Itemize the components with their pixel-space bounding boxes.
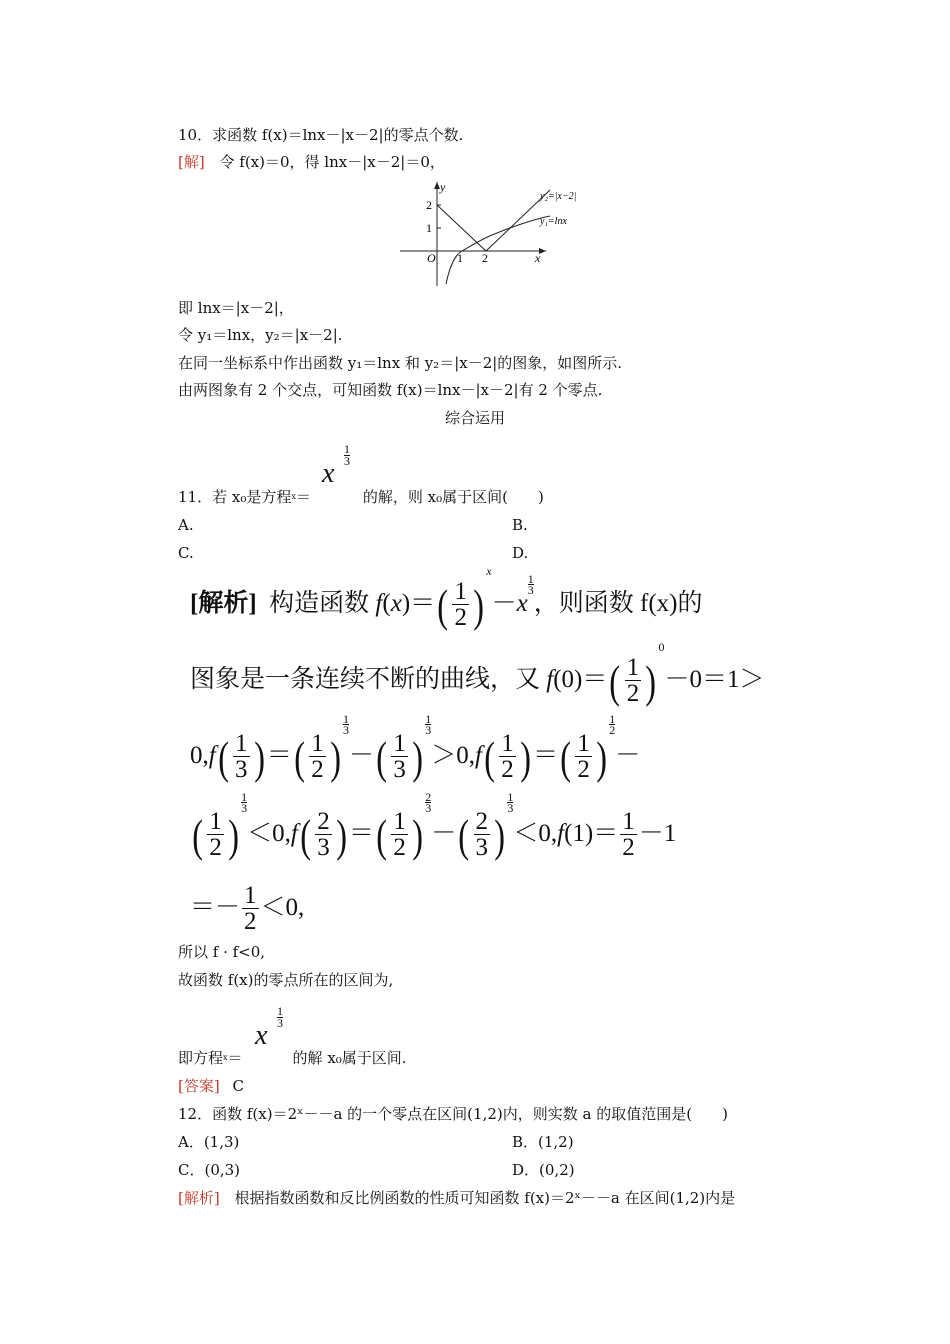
q10-sol5: 由两图象有 2 个交点，可知函数 f(x)＝lnx－|x－2|有 2 个零点. [178, 381, 603, 399]
label-y2: y₂=|x−2| [540, 191, 577, 202]
x-axis-label: x [535, 251, 541, 265]
q12-solution: [解析] 根据指数函数和反比例函数的性质可知函数 f(x)＝2ˣ－－a 在区间(1,2)内是 [178, 1189, 736, 1207]
q11-option-c: C. [178, 544, 194, 562]
q12-option-d: D．(0,2) [512, 1161, 575, 1179]
q10-sol2: 即 lnx＝|x－2|， [178, 299, 294, 317]
q11-big-line5: ＝－ $\frac{1}{2}$ ＜0, [190, 882, 305, 935]
q11-big-line3: 0,f( $\frac{1}{3}$ )＝( $\frac{1}{2}$ ) 1 3－( $\frac{1}{3}$ ) 1 3＞0,f( $\frac{1}{2}$ )＝( $\frac{1}{2}$ ) 1 2－ [190, 712, 641, 783]
tick-y-1: 1 [426, 221, 432, 235]
q12-option-c: C．(0,3) [178, 1161, 241, 1179]
answer-value: C [232, 1077, 244, 1095]
q11-stem: 11．若 x₀是方程$^x$＝ 的解，则 x₀属于区间( ) [178, 488, 544, 506]
q11-option-d: D. [512, 544, 529, 562]
q12-option-b: B．(1,2) [512, 1133, 574, 1151]
q12-stem: 12．函数 f(x)＝2ˣ－－a 的一个零点在区间(1,2)内，则实数 a 的取值范围是( ) [178, 1105, 728, 1123]
y-axis-label: y [440, 180, 446, 194]
label-y1: y₁=lnx [540, 216, 567, 227]
q11-answer [178, 1076, 244, 1096]
q10-stem: 10．求函数 f(x)＝lnx－|x－2|的零点个数. [178, 126, 464, 144]
origin-label: O [427, 251, 436, 265]
q11-option-a: A. [178, 516, 194, 534]
tick-x-2: 2 [482, 251, 488, 265]
section-title: 综合运用 [444, 409, 505, 427]
q11-big-line2: 图象是一条连续不断的曲线，又 f(0)＝( $\frac{1}{2}$ )0－0＝1＞ [190, 640, 765, 707]
answer-tag: [答案] [178, 1077, 220, 1095]
tick-x-1: 1 [457, 251, 463, 265]
q12-option-a: A．(1,3) [178, 1133, 240, 1151]
solution-tag: [解] [178, 153, 205, 171]
q11-sol-c: 即方程$^x$＝ 的解 x₀属于区间. [178, 1049, 407, 1067]
q11-big-line1: [解析] 构造函数 f(x)＝( $\frac{1}{2}$ )x－x 1 3，则函数 f(x)的 [190, 564, 703, 631]
q11-option-b: B. [512, 516, 528, 534]
q10-solution-line1 [178, 152, 445, 172]
tick-y-2: 2 [426, 198, 432, 212]
series-y1-ln [446, 216, 550, 284]
solution-tag-12: [解析] [178, 1189, 220, 1207]
q10-sol1: 令 f(x)＝0，得 lnx－|x－2|＝0， [219, 153, 445, 171]
q11-sol-b: 故函数 f(x)的零点所在的区间为, [178, 971, 394, 989]
q11-power-image: x 1 3 [322, 442, 350, 489]
q11-power-image-2: x 1 3 [255, 1004, 283, 1051]
q11-sol-a: 所以 f · f<0, [178, 943, 266, 961]
function-graph [400, 180, 610, 288]
q10-sol4: 在同一坐标系中作出函数 y₁＝lnx 和 y₂＝|x－2|的图象，如图所示. [178, 354, 623, 372]
q10-sol3: 令 y₁＝lnx，y₂＝|x－2|. [178, 326, 343, 344]
q11-big-line4: ( $\frac{1}{2}$ ) 1 3＜0,f( $\frac{2}{3}$ )＝( $\frac{1}{2}$ ) 2 3－( $\frac{2}{3}$ ) 1 3＜0,f(1)＝ $\frac{1}{2}$ －1 [192, 790, 677, 861]
